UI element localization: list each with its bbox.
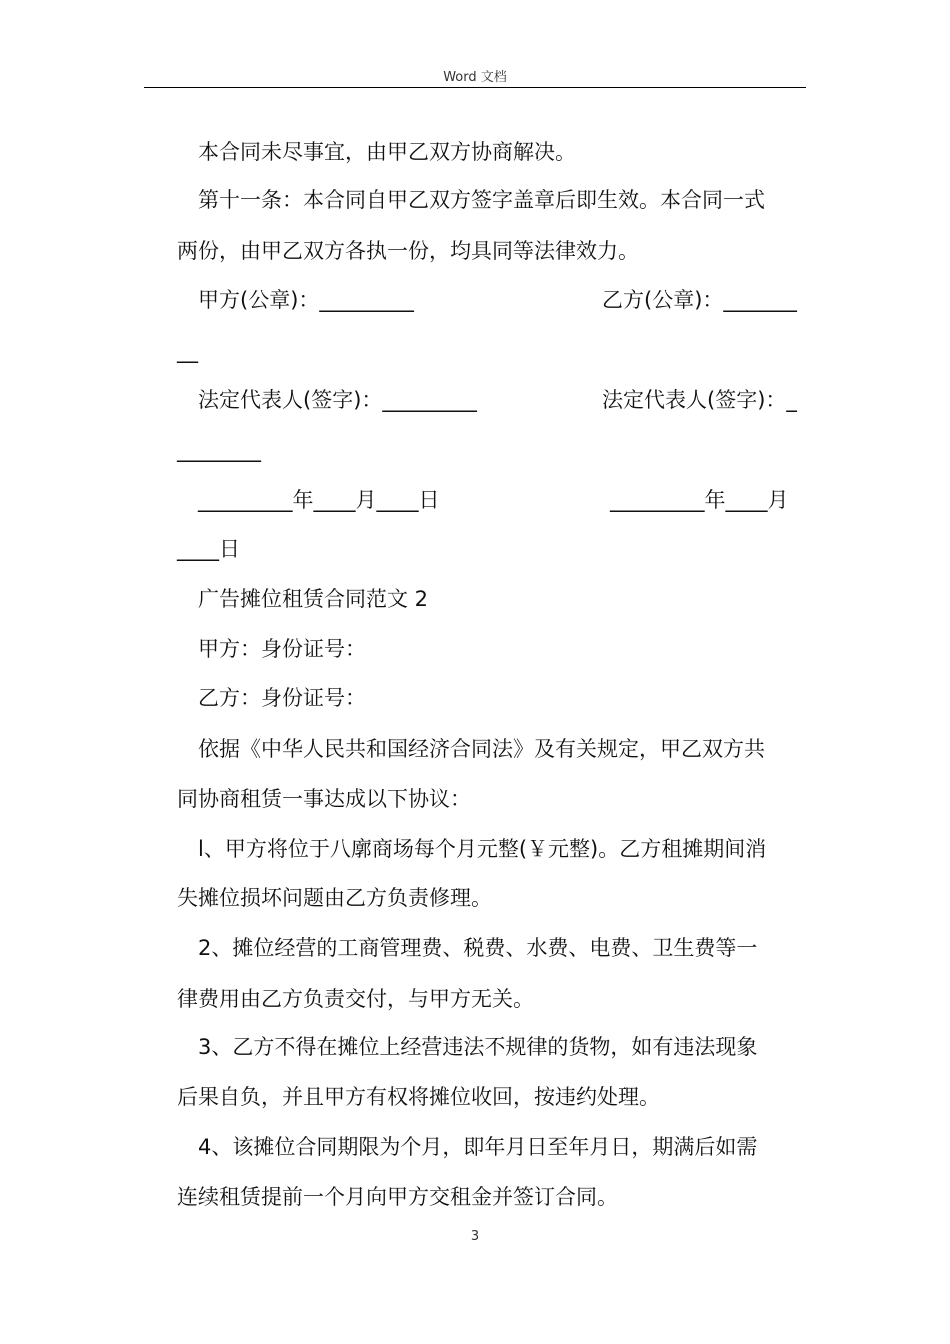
party-a-id: 甲方：身份证号：	[198, 637, 366, 661]
signature-line-continuation: ________	[177, 438, 261, 462]
section-title: 广告摊位租赁合同范文 2	[198, 587, 429, 611]
clause-3-cont: 后果自负，并且甲方有权将摊位收回，按违约处理。	[177, 1085, 660, 1109]
signature-party-b: 乙方(公章)：_______	[602, 288, 797, 312]
paragraph-text: 本合同未尽事宜，由甲乙双方协商解决。	[198, 140, 576, 164]
clause-1: l、甲方将位于八廓商场每个月元整(￥元整)。乙方租摊期间消	[198, 837, 767, 861]
legal-rep-a: 法定代表人(签字)：_________	[198, 388, 477, 412]
paragraph-text: 两份，由甲乙双方各执一份，均具同等法律效力。	[177, 239, 639, 263]
clause-3: 3、乙方不得在摊位上经营违法不规律的货物，如有违法现象	[198, 1035, 758, 1059]
paragraph-text: 依据《中华人民共和国经济合同法》及有关规定，甲乙双方共	[198, 737, 765, 761]
header-divider	[144, 87, 806, 88]
signature-line-continuation: __	[177, 339, 198, 363]
paragraph-text: 同协商租赁一事达成以下协议：	[177, 787, 471, 811]
clause-1-cont: 失摊位损坏问题由乙方负责修理。	[177, 886, 492, 910]
page-number: 3	[470, 1229, 480, 1244]
date-party-b: _________年____月	[610, 488, 789, 512]
signature-party-a: 甲方(公章)：_________	[198, 288, 414, 312]
clause-4: 4、该摊位合同期限为个月，即年月日至年月日，期满后如需	[198, 1135, 758, 1159]
date-party-a: _________年____月____日	[198, 488, 440, 512]
party-b-id: 乙方：身份证号：	[198, 686, 366, 710]
clause-2-cont: 律费用由乙方负责交付，与甲方无关。	[177, 987, 534, 1011]
clause-2: 2、摊位经营的工商管理费、税费、水费、电费、卫生费等一	[198, 936, 758, 960]
paragraph-text: 第十一条：本合同自甲乙双方签字盖章后即生效。本合同一式	[198, 188, 765, 212]
date-continuation: ____日	[177, 537, 240, 561]
legal-rep-b: 法定代表人(签字)：_	[602, 388, 797, 412]
clause-4-cont: 连续租赁提前一个月向甲方交租金并签订合同。	[177, 1185, 618, 1209]
header-title: Word 文档	[443, 70, 507, 85]
